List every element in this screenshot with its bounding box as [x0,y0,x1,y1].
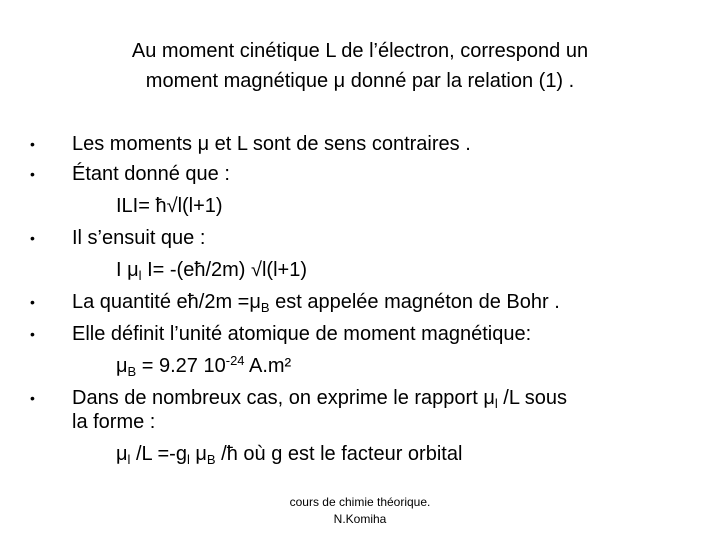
title-line-2: moment magnétique μ donné par la relation (1) . [145,70,575,92]
bullet-text: Étant donné que : [72,163,230,185]
formula-part: /L =-g [130,443,187,465]
bullet-dot: • [30,326,35,342]
slide-footer [230,494,490,528]
formula-part: μ [116,355,128,377]
bullet-text: Elle définit l’unité atomique de moment magnétique: [72,323,532,345]
bullet-text [72,290,560,314]
footer-course: cours de chimie théorique. [289,495,431,509]
text-part: est appelée magnéton de Bohr . [269,291,560,313]
formula-subscript: B [127,364,137,379]
formula-part: I μ [116,259,139,281]
formula-gyromagnetic-ratio [116,442,462,466]
text-part: Dans de nombreux cas, on exprime le rapport μ [72,387,495,409]
formula-part: μ [189,443,207,465]
formula-part: I= -(eħ/2m) √l(l+1) [141,259,307,281]
formula-subscript: l [186,452,190,467]
bullet-dot: • [30,166,35,182]
bullet-dot: • [30,390,35,406]
formula-part: μ [116,443,128,465]
formula-superscript: -24 [225,353,245,368]
bullet-text: la forme : [72,411,156,433]
text-subscript: B [260,300,270,315]
formula-subscript: l [127,452,131,467]
text-subscript: l [494,396,498,411]
footer-author: N.Komiha [333,512,387,526]
bullet-text: Il s’ensuit que : [72,227,206,249]
formula-angular-momentum: ILI= ħ√l(l+1) [116,195,223,217]
text-part: /L sous [497,387,568,409]
formula-part: A.m² [244,355,292,377]
slide-title [60,36,660,96]
title-line-1: Au moment cinétique L de l’électron, correspond un [131,40,589,62]
bullet-dot: • [30,136,35,152]
formula-subscript: B [206,452,216,467]
formula-subscript: l [138,268,142,283]
bullet-dot: • [30,230,35,246]
bullet-text [72,386,567,410]
bullet-dot: • [30,294,35,310]
text-part: La quantité eħ/2m =μ [72,291,261,313]
bullet-text: Les moments μ et L sont de sens contraires . [72,133,471,155]
formula-part: /ħ où g est le facteur orbital [215,443,463,465]
formula-part: = 9.27 10 [136,355,226,377]
formula-bohr-magneton-value [116,354,291,378]
formula-magnetic-moment [116,258,307,282]
